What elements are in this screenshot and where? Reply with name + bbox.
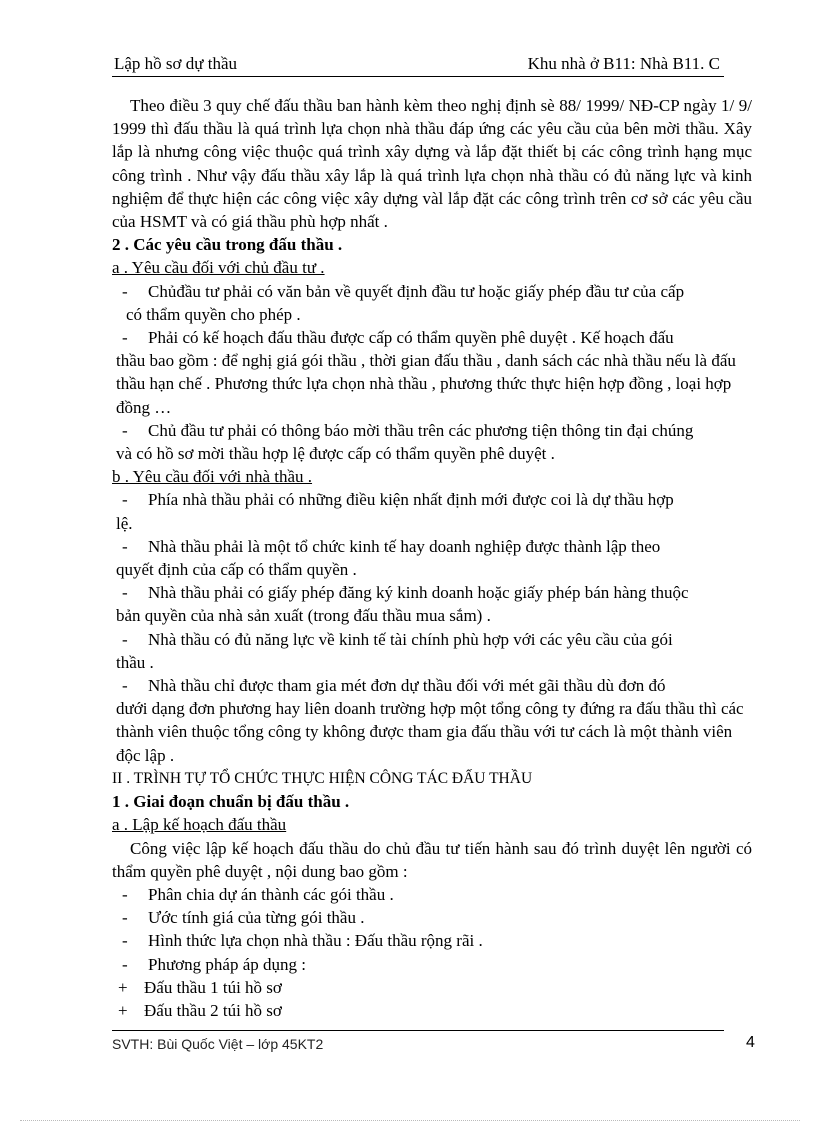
- footer-author: SVTH: Bùi Quốc Việt – lớp 45KT2: [112, 1036, 324, 1052]
- list-item-first-line: Phía nhà thầu phải có những điều kiện nhất định mới được coi là dự thầu hợp: [148, 490, 674, 510]
- list-item: [112, 326, 752, 349]
- list-marker: -: [122, 954, 128, 974]
- list-item-text: Ước tính giá của từng gói thầu .: [148, 908, 365, 928]
- list-marker: -: [122, 884, 128, 904]
- list-item-continuation: lệ.: [116, 513, 133, 533]
- list-item-text: Phân chia dự án thành các gói thầu .: [148, 884, 394, 904]
- intro-paragraph: Theo điều 3 quy chế đấu thầu ban hành kèm theo nghị định sè 88/ 1999/ NĐ-CP ngày 1/ 9/ 1999 thì đấu thầu là quá trình lựa chọn nhà thầu đáp ứng các yêu cầu của bên mời thầu. Xây lắp là nhưng công việc thuộc quá trình xây dựng và lắp đặt thiết bị các công trình hạng mục công trình . Như vậy đấu thầu xây lắp là quá trình lựa chọn nhà thầu có đủ năng lực và kinh nghiệm để thực hiện các công việc xây dựng vàl lắp đặt các công trình trên cơ sở các yêu cầu của HSMT và có giá thầu phù hợp nhất .: [112, 96, 752, 232]
- section-ii-title: II . TRÌNH TỰ TỔ CHỨC THỰC HIỆN CÔNG TÁC ĐẤU THẦU: [112, 769, 533, 787]
- list-item: [112, 976, 752, 999]
- list-item-first-line: Phải có kế hoạch đấu thầu được cấp có thẩm quyền phê duyệt . Kế hoạch đấu: [148, 328, 674, 348]
- list-item-continuation: dưới dạng đơn phương hay liên doanh trường hợp một tổng công ty đứng ra đấu thầu thì các thành viên thuộc tổng công ty không được tham gia đấu thầu với tư cách là một thành viên độc lập .: [116, 699, 744, 765]
- plus-marker: +: [118, 1000, 128, 1020]
- section-2a-list: [112, 280, 752, 466]
- list-item: [112, 929, 752, 952]
- page-header: [112, 52, 724, 78]
- list-item-continuation: quyết định của cấp có thẩm quyền .: [116, 560, 357, 580]
- list-item-text: Phương pháp áp dụng :: [148, 954, 306, 974]
- footer-rule: [112, 1030, 724, 1031]
- section-2a-title: a . Yêu cầu đối với chủ đầu tư .: [112, 258, 325, 278]
- list-item-continuation: có thẩm quyền cho phép .: [126, 304, 301, 324]
- plus-marker: +: [118, 977, 128, 997]
- header-left-title: Lập hồ sơ dự thầu: [114, 54, 238, 73]
- list-marker: -: [122, 583, 128, 603]
- list-marker: -: [122, 676, 128, 696]
- section-2b-title: b . Yêu cầu đối với nhà thầu .: [112, 467, 313, 487]
- page-number: 4: [746, 1034, 755, 1051]
- list-item-continuation: thầu .: [116, 652, 154, 672]
- list-item: [112, 999, 752, 1022]
- section-2-title: 2 . Các yêu cầu trong đấu thầu .: [112, 235, 343, 255]
- list-item-continuation: bản quyền của nhà sản xuất (trong đấu thầu mua sắm) .: [116, 606, 491, 626]
- list-item-first-line: Nhà thầu chỉ được tham gia mét đơn dự thầu đối với mét gãi thầu dù đơn đó: [148, 676, 666, 696]
- list-item: [112, 883, 752, 906]
- section-ii-1a-title: a . Lập kế hoạch đấu thầu: [112, 815, 287, 835]
- list-item-first-line: Nhà thầu phải có giấy phép đăng ký kinh doanh hoặc giấy phép bán hàng thuộc: [148, 583, 689, 603]
- list-item-first-line: Nhà thầu có đủ năng lực về kinh tế tài chính phù hợp với các yêu cầu của gói: [148, 629, 673, 649]
- page-bottom-dotted-line: [20, 1120, 800, 1121]
- list-item: [112, 488, 752, 511]
- list-marker: -: [122, 908, 128, 928]
- list-marker: -: [122, 629, 128, 649]
- list-item: [112, 581, 752, 604]
- list-item-text: Đấu thầu 2 túi hồ sơ: [144, 1000, 282, 1020]
- list-marker: -: [122, 931, 128, 951]
- list-item: [112, 953, 752, 976]
- header-right-title: Khu nhà ở B11: Nhà B11. C: [527, 54, 720, 73]
- planning-paragraph: Công việc lập kế hoạch đấu thầu do chủ đầu tư tiến hành sau đó trình duyệt lên người có thẩm quyền phê duyệt , nội dung bao gồm :: [112, 838, 752, 881]
- list-item: [112, 419, 752, 442]
- list-item-first-line: Nhà thầu phải là một tổ chức kinh tế hay doanh nghiệp được thành lập theo: [148, 536, 661, 556]
- list-item-continuation: và có hồ sơ mời thầu hợp lệ được cấp có thẩm quyền phê duyệt .: [116, 444, 555, 464]
- document-body: [112, 94, 752, 1022]
- list-marker: -: [122, 490, 128, 510]
- section-2b-list: [112, 488, 752, 766]
- list-marker: -: [122, 281, 128, 301]
- list-item-first-line: Chủđầu tư phải có văn bản về quyết định đầu tư hoặc giấy phép đầu tư của cấp: [148, 281, 685, 301]
- list-item: [112, 280, 752, 303]
- list-marker: -: [122, 328, 128, 348]
- list-item: [112, 628, 752, 651]
- section-ii-1-title: 1 . Giai đoạn chuẩn bị đấu thầu .: [112, 792, 350, 812]
- list-item-text: Đấu thầu 1 túi hồ sơ: [144, 977, 282, 997]
- list-item: [112, 535, 752, 558]
- planning-list: [112, 883, 752, 1022]
- list-item-text: Hình thức lựa chọn nhà thầu : Đấu thầu rộng rãi .: [148, 931, 483, 951]
- list-marker: -: [122, 536, 128, 556]
- list-item: [112, 906, 752, 929]
- list-item: [112, 674, 752, 697]
- list-item-continuation: thầu bao gồm : để nghị giá gói thầu , thời gian đấu thầu , danh sách các nhà thầu nếu là đấu thầu hạn chế . Phương thức lựa chọn nhà thầu , phương thức thực hiện hợp đồng , loại hợp đồng …: [116, 351, 736, 417]
- list-item-first-line: Chủ đầu tư phải có thông báo mời thầu trên các phương tiện thông tin đại chúng: [148, 420, 694, 440]
- list-marker: -: [122, 420, 128, 440]
- header-rule: [112, 76, 724, 77]
